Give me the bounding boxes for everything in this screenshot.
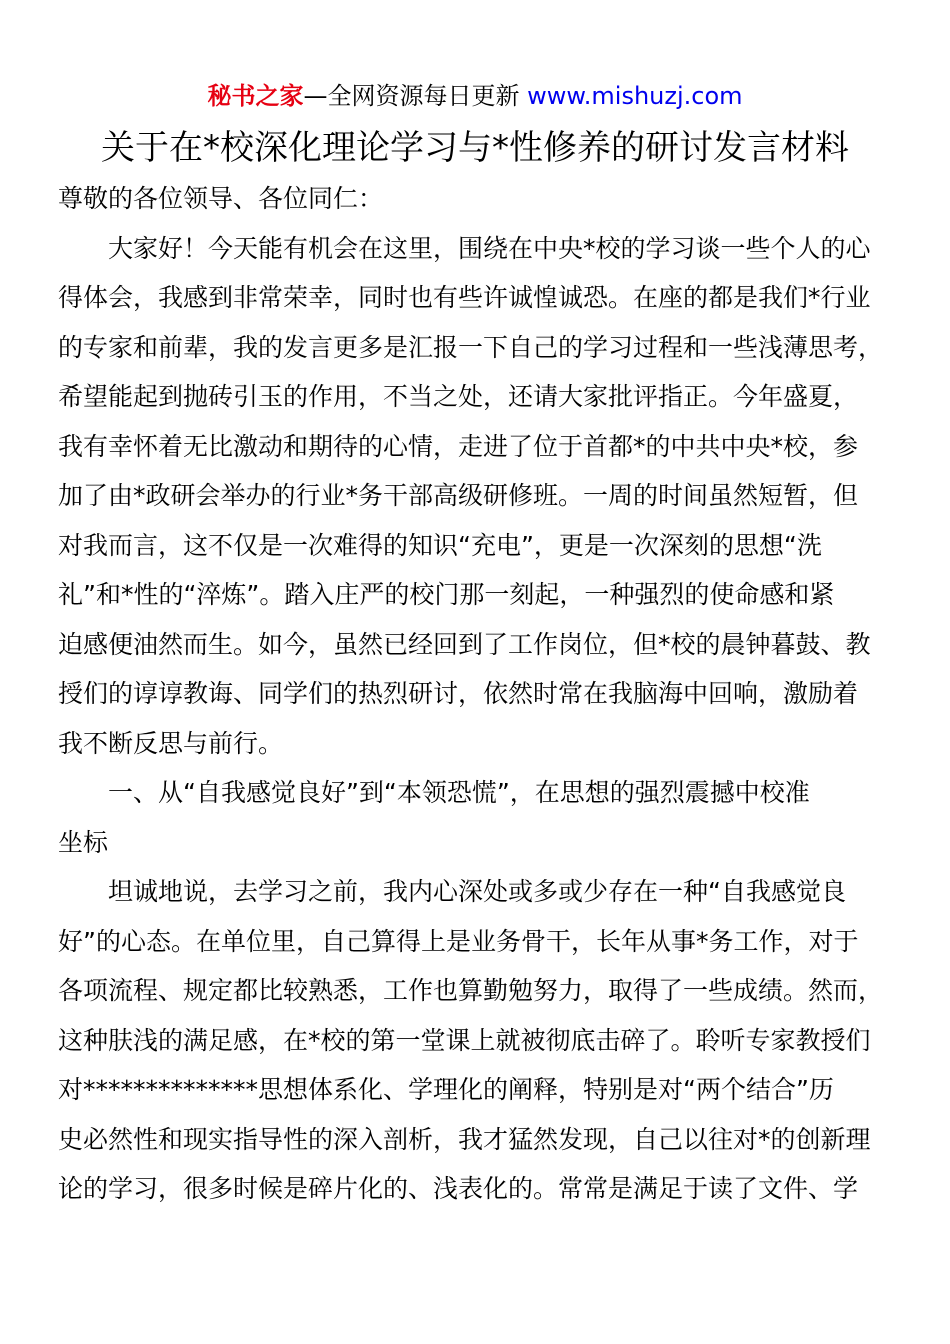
section-heading-line: 一、从“自我感觉良好”到“本领恐慌”，在思想的强烈震撼中校准 (108, 778, 810, 807)
paragraph-line: 迫感便油然而生。如今，虽然已经回到了工作岗位，但*校的晨钟暮鼓、教 (58, 629, 871, 659)
paragraph-line: 我不断反思与前行。 (58, 728, 284, 758)
salutation: 尊敬的各位领导、各位同仁： (58, 184, 384, 213)
paragraph-line: 的专家和前辈，我的发言更多是汇报一下自己的学习过程和一些浅薄思考， (58, 332, 884, 362)
paragraph-line: 希望能起到抛砖引玉的作用，不当之处，还请大家批评指正。今年盛夏， (58, 382, 859, 411)
paragraph-line: 各项流程、规定都比较熟悉，工作也算勤勉努力，取得了一些成绩。然而， (58, 976, 884, 1005)
site-url-link[interactable]: www.mishuzj.com (527, 82, 743, 110)
paragraph-line: 史必然性和现实指导性的深入剖析，我才猛然发现，自己以往对*的创新理 (58, 1124, 871, 1154)
document-title: 关于在*校深化理论学习与*性修养的研讨发言材料 (101, 128, 849, 168)
paragraph-line: 我有幸怀着无比激动和期待的心情，走进了位于首都*的中共中央*校，参 (58, 431, 859, 461)
paragraph-line: 好”的心态。在单位里，自己算得上是业务骨干，长年从事*务工作，对于 (58, 926, 859, 956)
paragraph-line: 对我而言，这不仅是一次难得的知识“充电”，更是一次深刻的思想“洗 (58, 530, 822, 560)
site-header (0, 80, 950, 112)
paragraph-line: 加了由*政研会举办的行业*务干部高级研修班。一周的时间虽然短暂，但 (58, 481, 859, 510)
site-brand: 秘书之家 (207, 82, 304, 110)
paragraph-line: 对**************思想体系化、学理化的阐释，特别是对“两个结合”历 (58, 1075, 834, 1104)
site-tagline: —全网资源每日更新 (303, 82, 520, 110)
document-body (58, 174, 898, 1214)
paragraph-line: 论的学习，很多时候是碎片化的、浅表化的。常常是满足于读了文件、学 (58, 1174, 859, 1203)
paragraph-line: 授们的谆谆教诲、同学们的热烈研讨，依然时常在我脑海中回响，激励着 (58, 679, 859, 708)
paragraph-line: 大家好！今天能有机会在这里，围绕在中央*校的学习谈一些个人的心 (108, 233, 871, 263)
paragraph-line: 坦诚地说，去学习之前，我内心深处或多或少存在一种“自我感觉良 (108, 877, 846, 906)
section-heading-line: 坐标 (58, 827, 109, 857)
paragraph-line: 这种肤浅的满足感，在*校的第一堂课上就被彻底击碎了。聆听专家教授们 (58, 1025, 871, 1055)
paragraph-line: 得体会，我感到非常荣幸，同时也有些许诚惶诚恐。在座的都是我们*行业 (58, 283, 871, 312)
paragraph-line: 礼”和*性的“淬炼”。踏入庄严的校门那一刻起，一种强烈的使命感和紧 (58, 580, 835, 609)
